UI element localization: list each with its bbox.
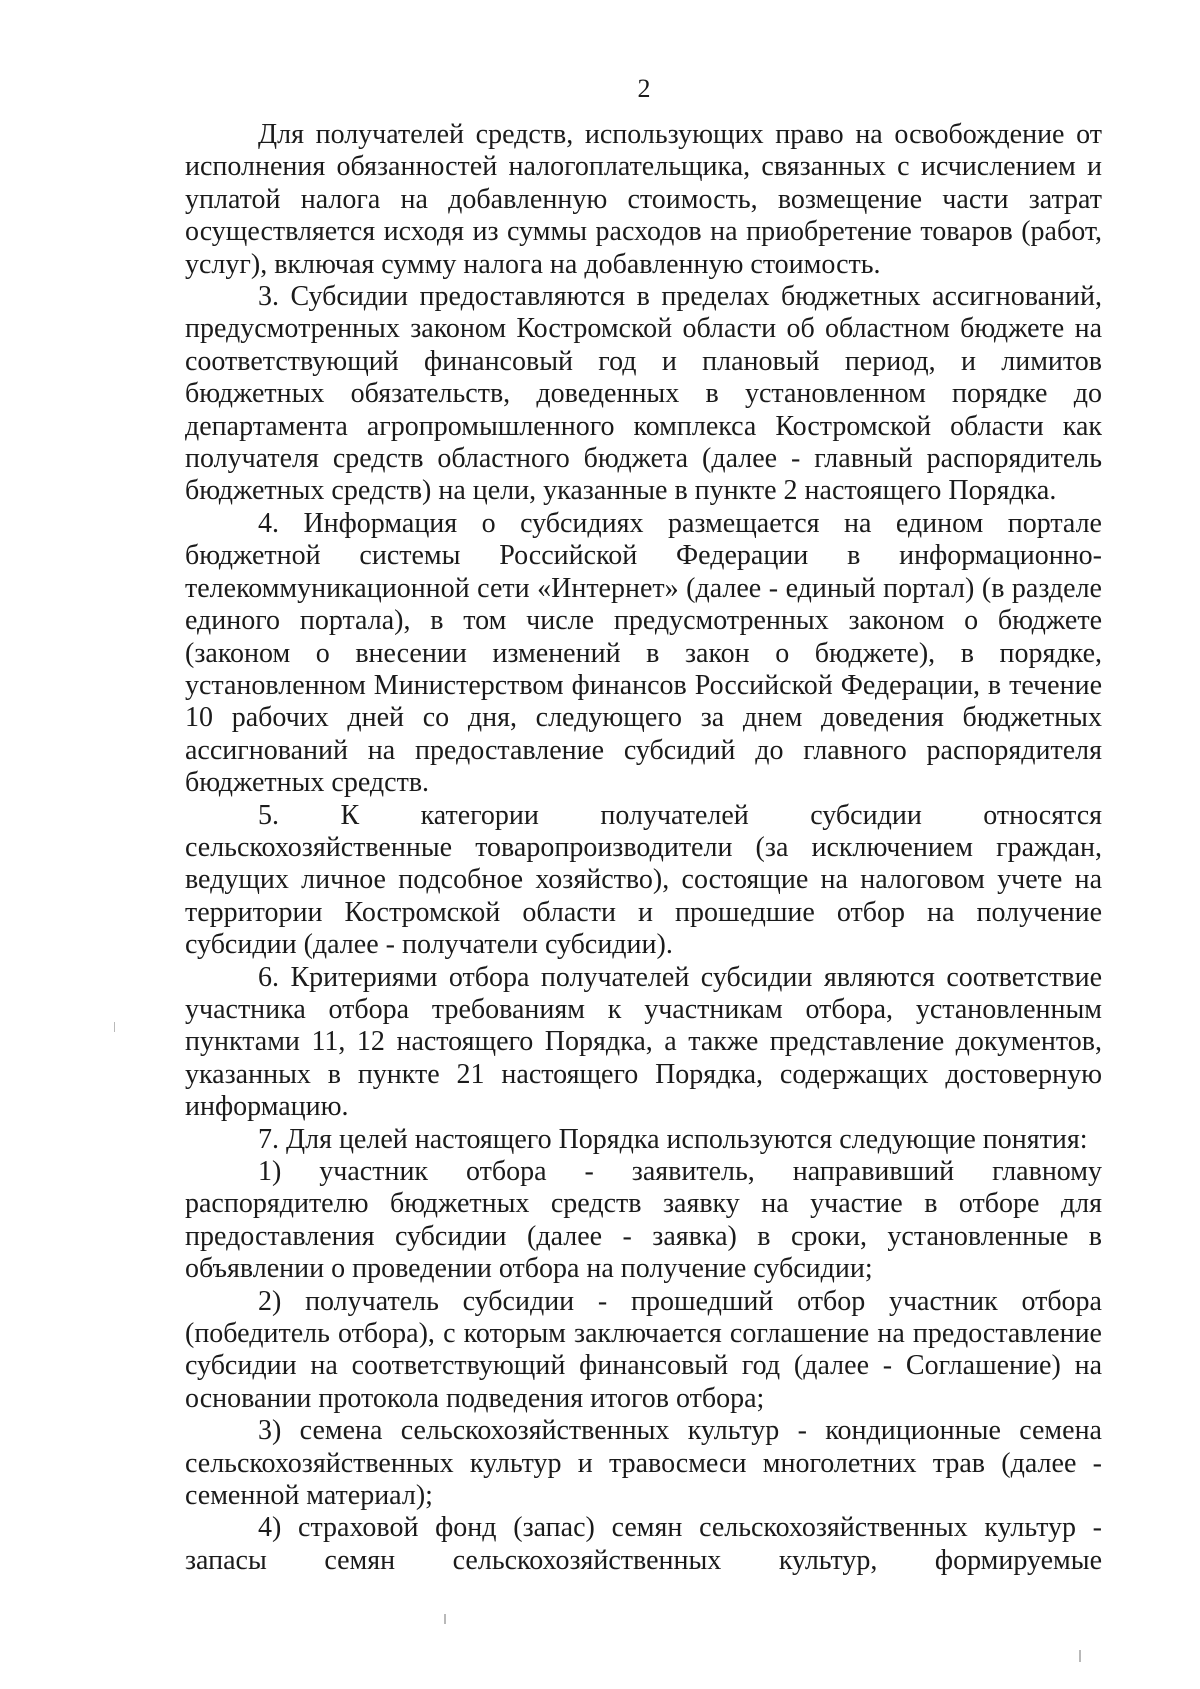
paragraph-item-6: 6. Критериями отбора получателей субсидии являются соответствие участника отбора требованиям к участникам отбора, установленным пунктами 11, 12 настоящего Порядка, а также представление документов, указанных в пункте 21 настоящего Порядка, содержащих достоверную информацию. [185, 961, 1102, 1123]
paragraph-item-7-3: 3) семена сельскохозяйственных культур - кондиционные семена сельскохозяйственных культур и травосмеси многолетних трав (далее - семенной материал); [185, 1415, 1102, 1512]
paragraph-item-3: 3. Субсидии предоставляются в пределах бюджетных ассигнований, предусмотренных законом Костромской области об областном бюджете на соответствующий финансовый год и плановый период, и лимитов бюджетных обязательств, доведенных в установленном порядке до департамента агропромышленного комплекса Костромской области как получателя средств областного бюджета (далее - главный распорядитель бюджетных средств) на цели, указанные в пункте 2 настоящего Порядка. [185, 281, 1102, 507]
paragraph-item-7-1: 1) участник отбора - заявитель, направивший главному распорядителю бюджетных средств заявку на участие в отборе для предоставления субсидии (далее - заявка) в сроки, установленные в объявлении о проведении отбора на получение субсидии; [185, 1156, 1102, 1285]
paragraph-item-5: 5. К категории получателей субсидии относятся сельскохозяйственные товаропроизводители (за исключением граждан, ведущих личное подсобное хозяйство), состоящие на налоговом учете на территории Костромской области и прошедшие отбор на получение субсидии (далее - получатели субсидии). [185, 799, 1102, 961]
paragraph-item-7-2: 2) получатель субсидии - прошедший отбор участник отбора (победитель отбора), с которым заключается соглашение на предоставление субсидии на соответствующий финансовый год (далее - Соглашение) на основании протокола подведения итогов отбора; [185, 1285, 1102, 1414]
paragraph-vat-exemption: Для получателей средств, использующих право на освобождение от исполнения обязанностей налогоплательщика, связанных с исчислением и уплатой налога на добавленную стоимость, возмещение части затрат осуществляется исходя из суммы расходов на приобретение товаров (работ, услуг), включая сумму налога на добавленную стоимость. [185, 119, 1102, 280]
paragraph-item-4: 4. Информация о субсидиях размещается на едином портале бюджетной системы Российской Федерации в информационно-телекоммуникационной сети «Интернет» (далее - единый портал) (в разделе единого портала), в том числе предусмотренных законом о бюджете (законом о внесении изменений в закон о бюджете), в порядке, установленном Министерством финансов Российской Федерации, в течение 10 рабочих дней со дня, следующего за днем доведения бюджетных ассигнований на предоставление субсидий до главного распорядителя бюджетных средств. [185, 507, 1102, 799]
scan-speck [114, 1022, 115, 1032]
page-number: 2 [637, 74, 651, 103]
scan-speck [444, 1614, 446, 1624]
paragraph-item-7: 7. Для целей настоящего Порядка используются следующие понятия: [258, 1123, 1088, 1155]
paragraph-item-7-4: 4) страховой фонд (запас) семян сельскохозяйственных культур - запасы семян сельскохозяйственных культур, формируемые [185, 1512, 1102, 1576]
scan-speck [1079, 1650, 1081, 1662]
document-body [185, 119, 1102, 1577]
